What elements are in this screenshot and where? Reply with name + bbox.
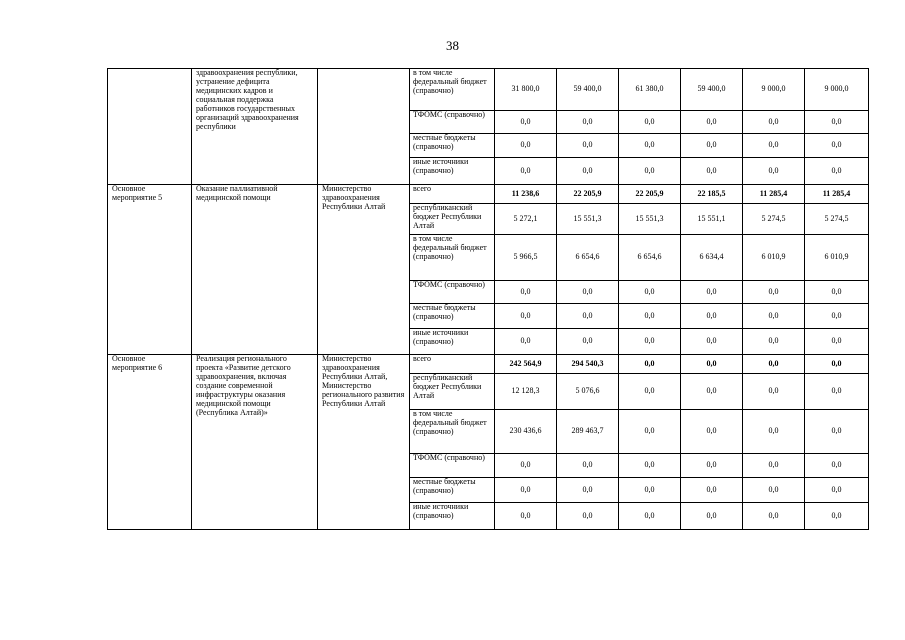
funding-source-cell: ТФОМС (справочно) [410, 454, 495, 478]
value-cell: 0,0 [557, 134, 619, 158]
value-cell: 0,0 [805, 281, 869, 304]
value-cell: 0,0 [743, 111, 805, 134]
value-cell: 0,0 [743, 158, 805, 185]
table-row [108, 69, 869, 111]
funding-source-cell: местные бюджеты (справочно) [410, 478, 495, 503]
value-cell: 0,0 [743, 329, 805, 355]
value-cell: 5 272,1 [495, 204, 557, 235]
value-cell: 59 400,0 [557, 69, 619, 111]
value-cell: 59 400,0 [681, 69, 743, 111]
value-cell: 0,0 [619, 304, 681, 329]
value-cell: 0,0 [805, 355, 869, 374]
value-cell: 0,0 [557, 503, 619, 530]
funding-source-cell: всего [410, 185, 495, 204]
value-cell: 0,0 [681, 410, 743, 454]
funding-source-cell: в том числе федеральный бюджет (справочно) [410, 235, 495, 281]
funding-source-cell: республиканский бюджет Республики Алтай [410, 374, 495, 410]
value-cell: 0,0 [681, 503, 743, 530]
value-cell: 0,0 [495, 111, 557, 134]
value-cell: 0,0 [805, 478, 869, 503]
value-cell: 0,0 [619, 478, 681, 503]
page-number: 38 [446, 38, 459, 53]
funding-source-cell: иные источники (справочно) [410, 329, 495, 355]
value-cell: 0,0 [557, 478, 619, 503]
value-cell: 0,0 [619, 281, 681, 304]
funding-source-cell: всего [410, 355, 495, 374]
value-cell: 0,0 [805, 503, 869, 530]
value-cell: 22 205,9 [557, 185, 619, 204]
value-cell: 11 238,6 [495, 185, 557, 204]
value-cell: 0,0 [681, 111, 743, 134]
item-cell: Основное мероприятие 5 [108, 185, 192, 355]
value-cell: 0,0 [495, 478, 557, 503]
value-cell: 0,0 [681, 304, 743, 329]
value-cell: 12 128,3 [495, 374, 557, 410]
value-cell: 0,0 [619, 134, 681, 158]
value-cell: 0,0 [743, 134, 805, 158]
value-cell: 0,0 [619, 454, 681, 478]
value-cell: 294 540,3 [557, 355, 619, 374]
executor-cell [318, 69, 410, 185]
value-cell: 0,0 [681, 329, 743, 355]
value-cell: 5 966,5 [495, 235, 557, 281]
value-cell: 0,0 [681, 355, 743, 374]
value-cell: 0,0 [805, 111, 869, 134]
value-cell: 0,0 [557, 158, 619, 185]
table-body [108, 69, 869, 530]
value-cell: 242 564,9 [495, 355, 557, 374]
value-cell: 15 551,1 [681, 204, 743, 235]
value-cell: 0,0 [805, 158, 869, 185]
value-cell: 6 654,6 [557, 235, 619, 281]
value-cell: 22 205,9 [619, 185, 681, 204]
value-cell: 0,0 [681, 134, 743, 158]
value-cell: 0,0 [743, 410, 805, 454]
value-cell: 0,0 [619, 158, 681, 185]
table-row [108, 185, 869, 204]
measure-name-cell: Реализация регионального проекта «Развитие детского здравоохранения, включая создание современной инфраструктуры оказания медицинской помощи (Республика Алтай)» [192, 355, 318, 530]
value-cell: 11 285,4 [805, 185, 869, 204]
value-cell: 0,0 [805, 304, 869, 329]
measure-name-cell: Оказание паллиативной медицинской помощи [192, 185, 318, 355]
value-cell: 61 380,0 [619, 69, 681, 111]
value-cell: 0,0 [557, 111, 619, 134]
value-cell: 230 436,6 [495, 410, 557, 454]
value-cell: 0,0 [681, 374, 743, 410]
value-cell: 0,0 [619, 355, 681, 374]
value-cell: 0,0 [681, 158, 743, 185]
value-cell: 0,0 [619, 410, 681, 454]
value-cell: 0,0 [495, 134, 557, 158]
funding-source-cell: местные бюджеты (справочно) [410, 134, 495, 158]
executor-cell: Министерство здравоохранения Республики Алтай, Министерство регионального развития Республики Алтай [318, 355, 410, 530]
value-cell: 0,0 [743, 355, 805, 374]
value-cell: 5 274,5 [743, 204, 805, 235]
value-cell: 0,0 [743, 281, 805, 304]
table-row [108, 355, 869, 374]
value-cell: 0,0 [619, 111, 681, 134]
value-cell: 6 010,9 [805, 235, 869, 281]
value-cell: 6 654,6 [619, 235, 681, 281]
value-cell: 9 000,0 [743, 69, 805, 111]
value-cell: 0,0 [805, 454, 869, 478]
value-cell: 0,0 [681, 454, 743, 478]
value-cell: 0,0 [743, 374, 805, 410]
value-cell: 0,0 [805, 329, 869, 355]
value-cell: 0,0 [805, 410, 869, 454]
funding-source-cell: республиканский бюджет Республики Алтай [410, 204, 495, 235]
funding-source-cell: в том числе федеральный бюджет (справочно) [410, 69, 495, 111]
value-cell: 289 463,7 [557, 410, 619, 454]
funding-source-cell: иные источники (справочно) [410, 503, 495, 530]
value-cell: 0,0 [805, 374, 869, 410]
value-cell: 0,0 [495, 329, 557, 355]
value-cell: 0,0 [495, 454, 557, 478]
value-cell: 9 000,0 [805, 69, 869, 111]
budget-table [107, 68, 869, 530]
item-cell [108, 69, 192, 185]
value-cell: 15 551,3 [619, 204, 681, 235]
value-cell: 0,0 [619, 503, 681, 530]
value-cell: 0,0 [681, 281, 743, 304]
value-cell: 0,0 [557, 454, 619, 478]
value-cell: 0,0 [743, 454, 805, 478]
item-cell: Основное мероприятие 6 [108, 355, 192, 530]
value-cell: 0,0 [681, 478, 743, 503]
funding-source-cell: в том числе федеральный бюджет (справочно) [410, 410, 495, 454]
value-cell: 0,0 [619, 374, 681, 410]
funding-source-cell: ТФОМС (справочно) [410, 111, 495, 134]
value-cell: 0,0 [495, 158, 557, 185]
value-cell: 0,0 [743, 304, 805, 329]
value-cell: 0,0 [557, 304, 619, 329]
value-cell: 5 076,6 [557, 374, 619, 410]
value-cell: 11 285,4 [743, 185, 805, 204]
executor-cell: Министерство здравоохранения Республики Алтай [318, 185, 410, 355]
value-cell: 6 634,4 [681, 235, 743, 281]
value-cell: 0,0 [619, 329, 681, 355]
value-cell: 0,0 [557, 281, 619, 304]
value-cell: 0,0 [743, 478, 805, 503]
funding-source-cell: местные бюджеты (справочно) [410, 304, 495, 329]
value-cell: 31 800,0 [495, 69, 557, 111]
value-cell: 0,0 [495, 304, 557, 329]
value-cell: 0,0 [743, 503, 805, 530]
funding-source-cell: ТФОМС (справочно) [410, 281, 495, 304]
measure-name-cell: здравоохранения республики, устранение дефицита медицинских кадров и социальная поддержка работников государственных организаций здравоохранения республики [192, 69, 318, 185]
value-cell: 0,0 [805, 134, 869, 158]
value-cell: 5 274,5 [805, 204, 869, 235]
value-cell: 22 185,5 [681, 185, 743, 204]
value-cell: 0,0 [495, 281, 557, 304]
funding-source-cell: иные источники (справочно) [410, 158, 495, 185]
value-cell: 6 010,9 [743, 235, 805, 281]
value-cell: 0,0 [557, 329, 619, 355]
value-cell: 15 551,3 [557, 204, 619, 235]
value-cell: 0,0 [495, 503, 557, 530]
